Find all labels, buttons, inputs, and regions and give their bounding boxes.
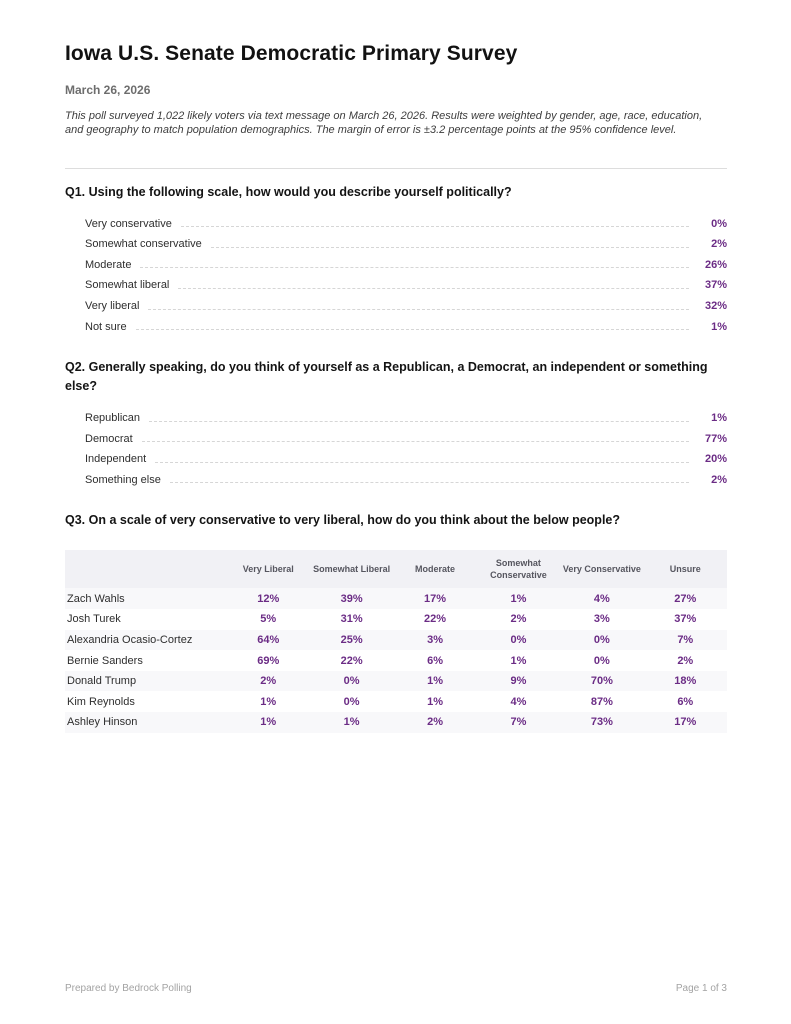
percent-cell: 25%: [340, 633, 363, 646]
answer-value: 37%: [704, 279, 727, 292]
percent-cell: 69%: [257, 654, 280, 667]
column-header: Unsure: [644, 550, 727, 588]
survey-date: March 26, 2026: [65, 83, 151, 97]
answer-label: Republican: [85, 412, 141, 425]
percent-cell: 1%: [510, 654, 527, 667]
table-row: [65, 712, 727, 733]
column-header: Somewhat Conservative: [477, 550, 560, 588]
dotted-leader: [170, 482, 689, 483]
answer-label: Very liberal: [85, 300, 140, 313]
page-footer: [65, 983, 727, 994]
column-header: Very Liberal: [227, 550, 310, 588]
answer-value: 2%: [711, 473, 727, 486]
answer-value: 1%: [711, 412, 727, 425]
percent-cell: 2%: [260, 675, 277, 688]
percent-cell: 1%: [427, 695, 443, 708]
answer-row: [85, 234, 727, 255]
question-3-heading: Q3. On a scale of very conservative to very liberal, how do you think about the below people?: [65, 513, 620, 528]
answer-label: Somewhat conservative: [85, 238, 202, 251]
percent-cell: 5%: [260, 613, 277, 626]
dotted-leader: [140, 267, 689, 268]
percent-cell: 31%: [340, 613, 363, 626]
dotted-leader: [211, 247, 689, 248]
answer-row: [85, 408, 727, 429]
answer-value: 20%: [704, 453, 727, 466]
question-3: [65, 511, 727, 733]
percent-cell: 0%: [593, 654, 610, 667]
answer-value: 1%: [711, 320, 727, 333]
answer-label: Very conservative: [85, 217, 172, 230]
answer-row: [85, 449, 727, 470]
question-2: [65, 358, 727, 490]
column-header: Very Conservative: [560, 550, 643, 588]
table-row: [65, 671, 727, 692]
answer-label: Democrat: [85, 432, 133, 445]
percent-cell: 87%: [590, 695, 613, 708]
percent-cell: 2%: [427, 716, 443, 729]
page-number-text: Page 1 of 3: [675, 983, 727, 994]
name-column-header: [65, 550, 227, 588]
dotted-leader: [178, 288, 689, 289]
table-row: [65, 588, 727, 609]
percent-cell: 1%: [510, 592, 527, 605]
percent-cell: 0%: [593, 633, 610, 646]
answer-label: Independent: [85, 453, 147, 466]
person-name-cell: Alexandria Ocasio-Cortez: [67, 633, 193, 646]
person-name-cell: Ashley Hinson: [67, 716, 138, 729]
percent-cell: 3%: [593, 613, 610, 626]
percent-cell: 6%: [427, 654, 443, 667]
percent-cell: 7%: [677, 633, 694, 646]
percent-cell: 0%: [343, 675, 360, 688]
answer-row: [85, 316, 727, 337]
percent-cell: 2%: [510, 613, 527, 626]
answer-row: [85, 213, 727, 234]
dotted-leader: [142, 441, 689, 442]
percent-cell: 6%: [677, 695, 694, 708]
percent-cell: 37%: [674, 613, 697, 626]
question-2-heading: Q2. Generally speaking, do you think of yourself as a Republican, a Democrat, an independent or something else?: [65, 359, 708, 394]
person-name-cell: Donald Trump: [67, 675, 137, 688]
percent-cell: 3%: [427, 633, 443, 646]
percent-cell: 1%: [260, 716, 277, 729]
percent-cell: 22%: [424, 613, 447, 626]
answer-value: 26%: [704, 258, 727, 271]
dotted-leader: [149, 421, 689, 422]
percent-cell: 22%: [340, 654, 363, 667]
answer-value: 32%: [704, 300, 727, 313]
page-title: Iowa U.S. Senate Democratic Primary Survey: [65, 42, 518, 65]
question-1: [65, 183, 727, 337]
answer-value: 77%: [704, 432, 727, 445]
question-1-heading: Q1. Using the following scale, how would you describe yourself politically?: [65, 185, 512, 200]
dotted-leader: [136, 329, 689, 330]
dotted-leader: [148, 309, 689, 310]
answer-row: [85, 296, 727, 317]
person-name-cell: Zach Wahls: [67, 592, 125, 605]
percent-cell: 0%: [343, 695, 360, 708]
percent-cell: 17%: [674, 716, 697, 729]
answer-value: 0%: [711, 217, 727, 230]
table-row: [65, 650, 727, 671]
percent-cell: 1%: [427, 675, 443, 688]
percent-cell: 64%: [257, 633, 280, 646]
answer-row: [85, 255, 727, 276]
answer-row: [85, 428, 727, 449]
answer-row: [85, 470, 727, 491]
person-name-cell: Bernie Sanders: [67, 654, 143, 667]
dotted-leader: [181, 226, 689, 227]
percent-cell: 18%: [674, 675, 697, 688]
percent-cell: 4%: [593, 592, 610, 605]
person-name-cell: Kim Reynolds: [67, 695, 135, 708]
answer-label: Not sure: [85, 320, 127, 333]
answer-row: [85, 275, 727, 296]
column-header: Somewhat Liberal: [310, 550, 393, 588]
question-2-answers: [65, 408, 727, 490]
table-row: [65, 630, 727, 651]
percent-cell: 27%: [674, 592, 697, 605]
percent-cell: 12%: [257, 592, 280, 605]
percent-cell: 73%: [590, 716, 613, 729]
answer-label: Somewhat liberal: [85, 279, 170, 292]
table-row: [65, 609, 727, 630]
prepared-by-text: Prepared by Bedrock Polling: [65, 983, 192, 994]
dotted-leader: [155, 462, 689, 463]
column-header: Moderate: [393, 550, 476, 588]
percent-cell: 1%: [343, 716, 360, 729]
section-divider: [65, 168, 727, 169]
percent-cell: 17%: [424, 592, 447, 605]
methodology-note: This poll surveyed 1,022 likely voters via text message on March 26, 2026. Results were weighted by gender, age, race, education, and geography to match population demographics. The margin of error is ±3.2 percentage points at the 95% confidence level.: [65, 110, 703, 136]
ratings-table: [65, 550, 727, 732]
percent-cell: 7%: [510, 716, 527, 729]
percent-cell: 0%: [510, 633, 527, 646]
table-header-row: [65, 550, 727, 588]
person-name-cell: Josh Turek: [67, 613, 121, 626]
percent-cell: 9%: [510, 675, 527, 688]
percent-cell: 70%: [590, 675, 613, 688]
answer-label: Something else: [85, 473, 161, 486]
percent-cell: 4%: [510, 695, 527, 708]
percent-cell: 39%: [340, 592, 363, 605]
percent-cell: 1%: [260, 695, 277, 708]
percent-cell: 2%: [677, 654, 694, 667]
question-1-answers: [65, 213, 727, 337]
table-row: [65, 691, 727, 712]
answer-label: Moderate: [85, 258, 132, 271]
answer-value: 2%: [711, 238, 727, 251]
